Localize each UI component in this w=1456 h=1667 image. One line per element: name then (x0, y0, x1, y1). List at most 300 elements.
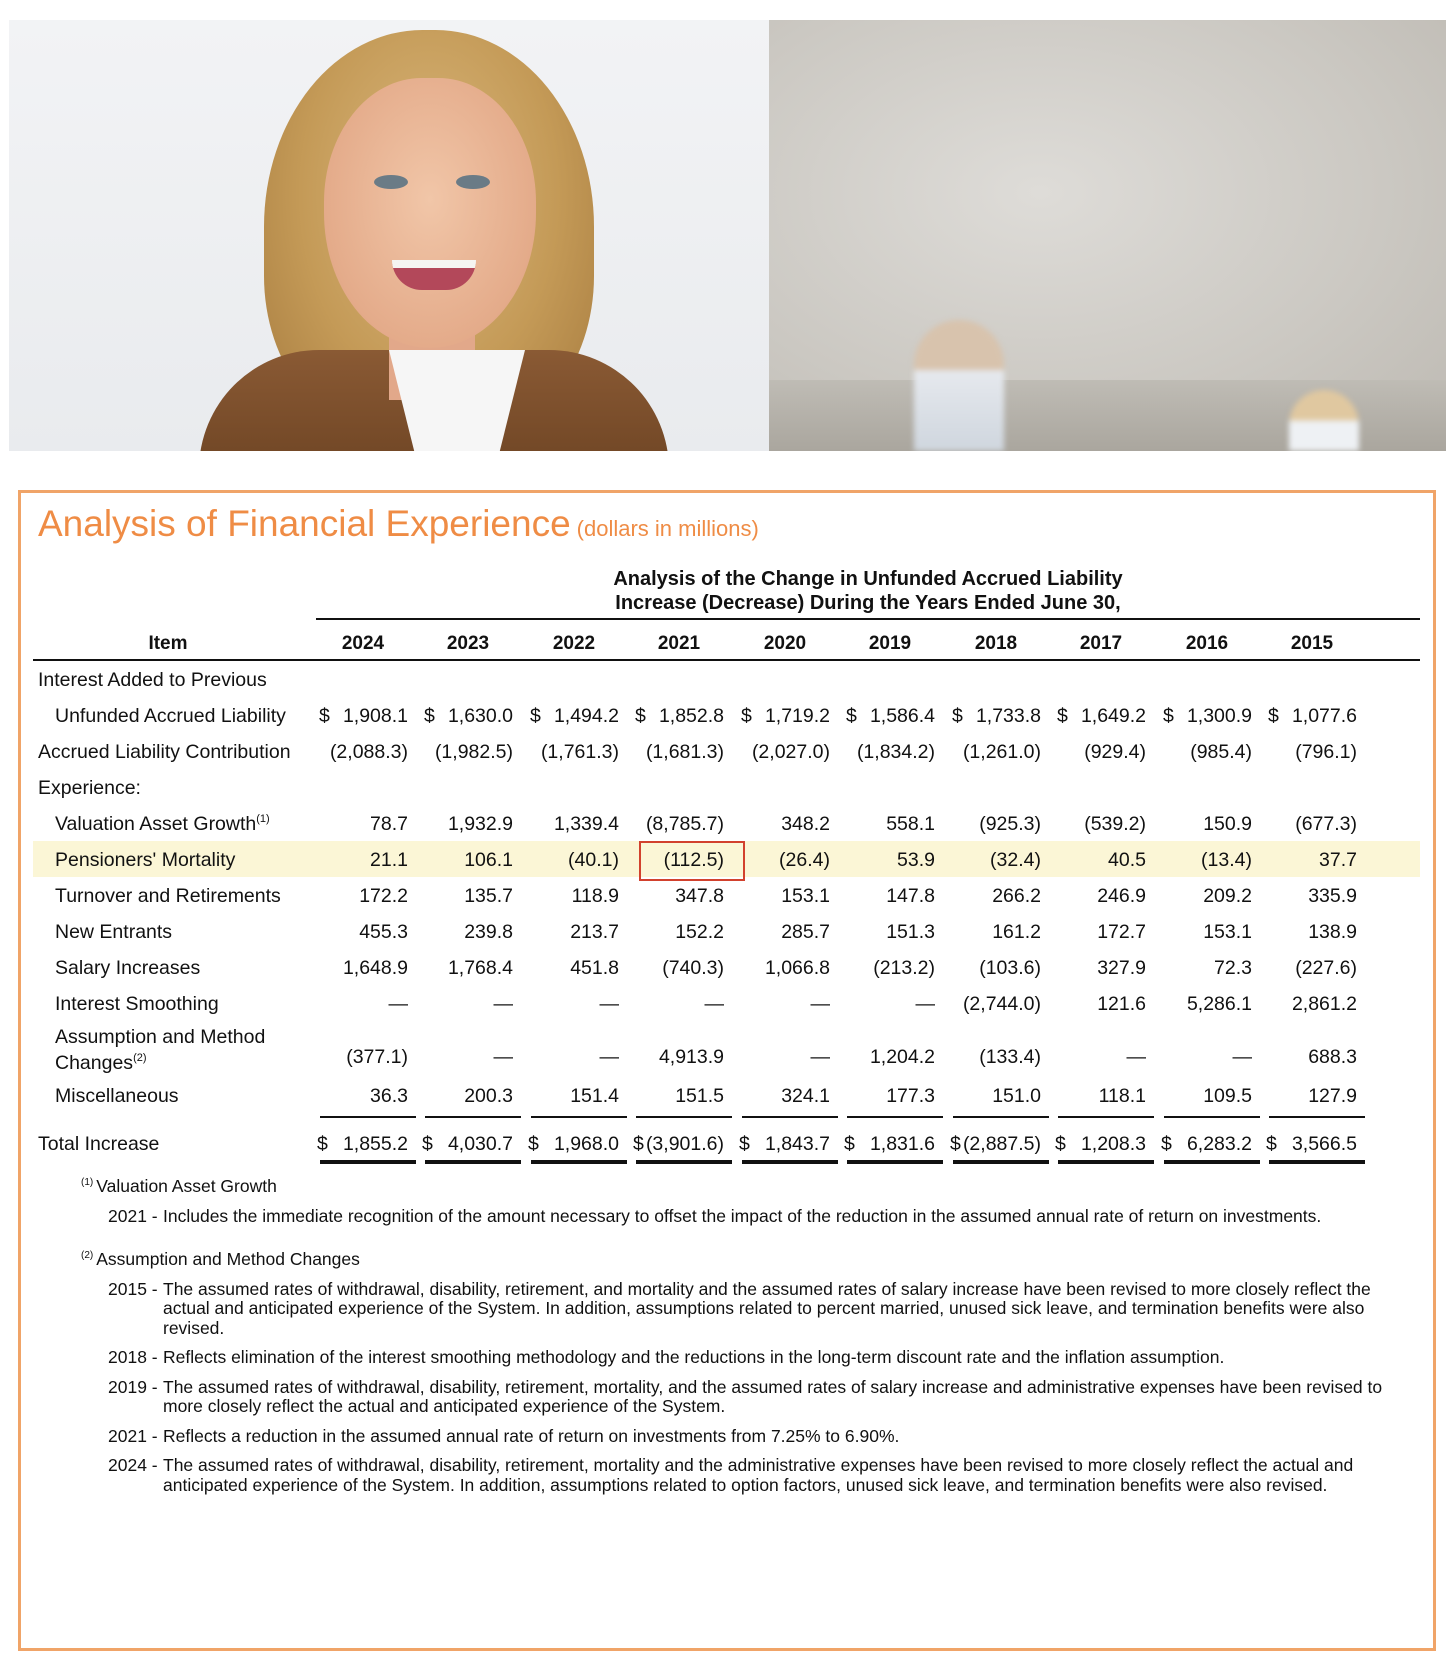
value-cell (946, 957, 1045, 980)
value-cell (629, 885, 728, 908)
value-text: (1,982.5) (434, 741, 513, 763)
table-row (33, 697, 1420, 733)
row-label-text: Unfunded Accrued Liability (55, 705, 286, 727)
total-double-rule (425, 1160, 521, 1164)
value-text: (227.6) (1295, 957, 1357, 979)
value-cell (313, 921, 412, 944)
value-text: 151.3 (886, 921, 935, 943)
value-cell (1051, 705, 1150, 728)
value-text: 1,649.2 (1080, 705, 1146, 727)
value-text: 213.7 (570, 921, 619, 943)
value-cell (629, 1085, 728, 1108)
footnote-entry-text: Reflects a reduction in the assumed annual rate of return on investments from 7.25% to 6.90%. (163, 1425, 900, 1446)
value-cell (418, 957, 517, 980)
year-header-2020: 2020 (763, 633, 807, 654)
value-text: 72.3 (1214, 957, 1252, 979)
value-cell (735, 1085, 834, 1108)
financial-experience-panel (18, 490, 1436, 1651)
value-cell (418, 921, 517, 944)
table-row (33, 733, 1420, 769)
value-text: 688.3 (1308, 1046, 1357, 1068)
value-text: — (1126, 1046, 1146, 1068)
value-cell (524, 1133, 623, 1156)
value-text: 1,339.4 (553, 813, 619, 835)
panel-subtitle: (dollars in millions) (576, 516, 759, 541)
value-text: (2,887.5) (962, 1133, 1041, 1155)
subtotal-rule (742, 1116, 838, 1118)
value-cell (524, 885, 623, 908)
total-double-rule (847, 1160, 943, 1164)
value-cell (1051, 1085, 1150, 1108)
value-text: (13.4) (1201, 849, 1252, 871)
value-text: 1,831.6 (869, 1133, 935, 1155)
row-label (55, 813, 270, 836)
value-cell (735, 1133, 834, 1156)
currency-symbol: $ (317, 1133, 328, 1155)
value-text: 348.2 (781, 813, 830, 835)
row-label-text: Valuation Asset Growth (55, 813, 257, 835)
table-row (33, 769, 1420, 805)
value-cell (418, 1085, 517, 1108)
value-text: 1,852.8 (658, 705, 724, 727)
value-cell (524, 741, 623, 764)
value-cell (629, 1046, 728, 1069)
value-cell (313, 1133, 412, 1156)
year-header-2016: 2016 (1185, 633, 1229, 654)
row-label (38, 669, 267, 692)
value-text: — (493, 993, 513, 1015)
value-text: (2,744.0) (962, 993, 1041, 1015)
value-text: 118.1 (1098, 1085, 1146, 1107)
value-text: (740.3) (662, 957, 724, 979)
row-label-text: Pensioners' Mortality (55, 849, 236, 871)
footnote-2-entries (81, 1280, 1401, 1496)
value-text: 6,283.2 (1186, 1133, 1252, 1155)
value-cell (1262, 849, 1361, 872)
value-text: (985.4) (1190, 741, 1252, 763)
value-cell (313, 849, 412, 872)
value-cell (1262, 1046, 1361, 1069)
footnote-marker: (2) (133, 1052, 147, 1064)
value-text: 324.1 (781, 1085, 830, 1107)
value-cell (1262, 921, 1361, 944)
value-text: 106.1 (464, 849, 513, 871)
footnote-2-title: Assumption and Method Changes (96, 1249, 360, 1269)
row-label (55, 1027, 325, 1074)
row-label (55, 921, 172, 944)
total-row (33, 1125, 1420, 1161)
value-text: (8,785.7) (645, 813, 724, 835)
row-label (55, 705, 286, 728)
value-text: 246.9 (1097, 885, 1146, 907)
change-in-unfunded-liability-table (33, 661, 1420, 1155)
value-cell (524, 957, 623, 980)
currency-symbol: $ (319, 705, 330, 727)
value-text: (133.4) (979, 1046, 1041, 1068)
subtotal-rule (1269, 1116, 1365, 1118)
value-text: 153.1 (781, 885, 830, 907)
value-text: 1,066.8 (764, 957, 830, 979)
value-cell (629, 705, 728, 728)
value-cell (418, 849, 517, 872)
currency-symbol: $ (1161, 1133, 1172, 1155)
value-text: 1,908.1 (342, 705, 408, 727)
total-double-rule (320, 1160, 416, 1164)
value-cell (1157, 1085, 1256, 1108)
panel-title (38, 503, 759, 545)
row-label (55, 1085, 179, 1108)
value-text: 150.9 (1203, 813, 1252, 835)
value-cell (735, 813, 834, 836)
value-cell (313, 741, 412, 764)
value-text: 1,208.3 (1080, 1133, 1146, 1155)
total-double-rule (636, 1160, 732, 1164)
value-cell (1157, 921, 1256, 944)
value-cell (1157, 849, 1256, 872)
value-text: (677.3) (1295, 813, 1357, 835)
value-text: (213.2) (873, 957, 935, 979)
table-row (33, 1077, 1420, 1113)
value-text: 161.2 (992, 921, 1041, 943)
value-cell (1262, 885, 1361, 908)
value-text: — (915, 993, 935, 1015)
table-row (33, 661, 1420, 697)
value-cell (629, 957, 728, 980)
year-header-2015: 2015 (1290, 633, 1334, 654)
value-cell (946, 741, 1045, 764)
footnote-entry (81, 1280, 1401, 1339)
value-text: 36.3 (370, 1085, 408, 1107)
footnote-2-heading (81, 1246, 1401, 1270)
row-label (38, 777, 141, 800)
subtotal-rule (425, 1116, 521, 1118)
value-cell (1262, 957, 1361, 980)
value-text: 1,494.2 (553, 705, 619, 727)
woman-eye-right (456, 175, 490, 189)
value-text: (2,027.0) (751, 741, 830, 763)
value-cell (1262, 813, 1361, 836)
subtotal-rule (1164, 1116, 1260, 1118)
value-text: 1,855.2 (342, 1133, 408, 1155)
footnote-1-title: Valuation Asset Growth (96, 1176, 277, 1196)
total-double-rule (1269, 1160, 1365, 1164)
value-text: — (1232, 1046, 1252, 1068)
subtotal-rule (636, 1116, 732, 1118)
value-cell (524, 1046, 623, 1069)
value-text: 200.3 (464, 1085, 513, 1107)
value-text: 4,913.9 (658, 1046, 724, 1068)
value-text: — (704, 993, 724, 1015)
row-label-text: Salary Increases (55, 957, 201, 979)
value-cell (840, 885, 939, 908)
value-text: (1,761.3) (540, 741, 619, 763)
value-cell (1157, 741, 1256, 764)
footnote-entry (81, 1348, 1401, 1368)
row-label-text: Assumption and Method Changes (55, 1026, 266, 1074)
value-text: — (493, 1046, 513, 1068)
row-label-text: Accrued Liability Contribution (38, 741, 291, 763)
currency-symbol: $ (422, 1133, 433, 1155)
value-cell (840, 1085, 939, 1108)
subtotal-rule (1058, 1116, 1154, 1118)
value-cell (629, 1133, 728, 1156)
footnote-entry-text: Includes the immediate recognition of the amount necessary to offset the impact of the reduction in the assumed annual rate of return on investments. (163, 1205, 1322, 1226)
value-text: 172.2 (359, 885, 408, 907)
value-cell (629, 813, 728, 836)
table-row (33, 913, 1420, 949)
value-cell (1157, 1046, 1256, 1069)
total-double-rule (1164, 1160, 1260, 1164)
row-label (55, 885, 281, 908)
value-text: 1,719.2 (764, 705, 830, 727)
value-text: 239.8 (464, 921, 513, 943)
value-text: 37.7 (1319, 849, 1357, 871)
value-cell (840, 957, 939, 980)
footnote-1-heading (81, 1173, 1401, 1197)
value-text: 347.8 (675, 885, 724, 907)
value-cell (418, 885, 517, 908)
value-cell (1262, 993, 1361, 1016)
value-cell (313, 1085, 412, 1108)
value-cell (524, 705, 623, 728)
value-text: 177.3 (886, 1085, 935, 1107)
value-cell (524, 1085, 623, 1108)
value-cell (735, 957, 834, 980)
total-double-rule (1058, 1160, 1154, 1164)
blurred-person-background (1289, 390, 1359, 451)
row-label (55, 993, 219, 1016)
table-caption-line2: Increase (Decrease) During the Years Ended June 30, (615, 592, 1121, 614)
currency-symbol: $ (844, 1133, 855, 1155)
value-cell (840, 1046, 939, 1069)
value-text: 127.9 (1308, 1085, 1357, 1107)
footnote-entry-year: 2019 - (108, 1376, 158, 1397)
table-row (33, 805, 1420, 841)
value-text: 1,648.9 (342, 957, 408, 979)
currency-symbol: $ (739, 1133, 750, 1155)
value-text: 455.3 (359, 921, 408, 943)
value-cell (735, 1046, 834, 1069)
value-text: 5,286.1 (1186, 993, 1252, 1015)
value-cell (524, 993, 623, 1016)
value-cell (1051, 1046, 1150, 1069)
value-cell (735, 849, 834, 872)
blurred-person-doctor (914, 320, 1004, 451)
value-cell (735, 885, 834, 908)
footnote-entry-year: 2021 - (108, 1425, 158, 1446)
total-double-rule (742, 1160, 838, 1164)
value-text: 153.1 (1203, 921, 1252, 943)
value-text: 40.5 (1108, 849, 1146, 871)
footnote-entry-text: The assumed rates of withdrawal, disability, retirement, and mortality and the assumed rates of salary increase have been revised to more closely reflect the actual and anticipated experience of the System. In addition, assumptions related to percent married, unused sick leave, and termination benefits were also revised. (163, 1278, 1371, 1338)
value-text: 151.5 (675, 1085, 724, 1107)
value-cell (735, 993, 834, 1016)
value-text: (1,834.2) (856, 741, 935, 763)
currency-symbol: $ (846, 705, 857, 727)
value-text: — (599, 1046, 619, 1068)
hero-photo (9, 20, 1446, 451)
value-cell (1157, 993, 1256, 1016)
value-text: 53.9 (897, 849, 935, 871)
value-text: (2,088.3) (329, 741, 408, 763)
value-text: (103.6) (979, 957, 1041, 979)
value-cell (313, 1046, 412, 1069)
value-cell (418, 813, 517, 836)
value-cell (946, 1046, 1045, 1069)
value-text: (1,261.0) (962, 741, 1041, 763)
value-text: (112.5) (663, 849, 724, 871)
value-cell (1051, 1133, 1150, 1156)
currency-symbol: $ (424, 705, 435, 727)
value-text: 135.7 (464, 885, 513, 907)
value-text: — (388, 993, 408, 1015)
value-cell (313, 993, 412, 1016)
value-text: (929.4) (1084, 741, 1146, 763)
value-cell (840, 705, 939, 728)
subtotal-rule (531, 1116, 627, 1118)
value-cell (1157, 885, 1256, 908)
row-label-text: New Entrants (55, 921, 173, 943)
value-text: 1,077.6 (1291, 705, 1357, 727)
footnotes (81, 1173, 1401, 1495)
subtotal-rule (847, 1116, 943, 1118)
value-cell (524, 921, 623, 944)
footnote-entry-year: 2015 - (108, 1278, 158, 1299)
footnote-entry-text: The assumed rates of withdrawal, disability, retirement, mortality and the administrative expenses have been revised to more closely reflect the actual and anticipated experience of the System. In addition, assumptions related to option factors, unused sick leave, and termination benefits were also revised. (163, 1455, 1354, 1495)
currency-symbol: $ (1266, 1133, 1277, 1155)
value-cell (629, 741, 728, 764)
value-cell (1157, 705, 1256, 728)
value-text: 335.9 (1308, 885, 1357, 907)
value-cell (946, 993, 1045, 1016)
value-cell (313, 885, 412, 908)
footnote-entry-text: Reflects elimination of the interest smoothing methodology and the reductions in the long-term discount rate and the inflation assumption. (163, 1347, 1225, 1367)
currency-symbol: $ (530, 705, 541, 727)
year-header-2024: 2024 (341, 633, 385, 654)
currency-symbol: $ (952, 705, 963, 727)
value-cell (1157, 1133, 1256, 1156)
woman-eye-left (374, 175, 408, 189)
value-text: — (810, 1046, 830, 1068)
value-text: 1,630.0 (447, 705, 513, 727)
value-cell (946, 1085, 1045, 1108)
value-text: (1,681.3) (645, 741, 724, 763)
value-text: 151.4 (570, 1085, 619, 1107)
value-cell (946, 849, 1045, 872)
value-cell (313, 705, 412, 728)
value-cell (1262, 741, 1361, 764)
footnote-entry-year: 2021 - (108, 1205, 158, 1226)
value-cell (1262, 705, 1361, 728)
value-text: 1,586.4 (869, 705, 935, 727)
value-cell (1051, 849, 1150, 872)
row-label-text: Experience: (38, 777, 141, 799)
value-text: 266.2 (992, 885, 1041, 907)
value-text: 147.8 (886, 885, 935, 907)
value-text: 151.0 (992, 1085, 1041, 1107)
value-text: 1,300.9 (1186, 705, 1252, 727)
value-text: 451.8 (570, 957, 619, 979)
panel-title-text: Analysis of Financial Experience (38, 503, 571, 544)
value-cell (1051, 741, 1150, 764)
footnote-2-marker: (2) (81, 1250, 94, 1261)
row-label (38, 741, 291, 764)
value-cell (840, 741, 939, 764)
value-text: 1,968.0 (553, 1133, 619, 1155)
value-cell (1051, 957, 1150, 980)
value-text: 121.6 (1097, 993, 1146, 1015)
value-cell (1157, 957, 1256, 980)
value-cell (629, 921, 728, 944)
value-cell (946, 813, 1045, 836)
year-header-2022: 2022 (552, 633, 596, 654)
value-cell (946, 1133, 1045, 1156)
value-text: 78.7 (370, 813, 408, 835)
value-cell (313, 813, 412, 836)
value-cell (735, 921, 834, 944)
woman-face (324, 78, 536, 348)
value-text: 558.1 (886, 813, 935, 835)
value-text: 4,030.7 (447, 1133, 513, 1155)
value-text: 138.9 (1308, 921, 1357, 943)
value-cell (946, 921, 1045, 944)
table-row (33, 877, 1420, 913)
value-cell (1051, 813, 1150, 836)
value-text: 21.1 (370, 849, 408, 871)
value-text: (377.1) (346, 1046, 408, 1068)
footnote-entry (81, 1378, 1401, 1417)
value-cell (1051, 993, 1150, 1016)
footnote-entry-year: 2024 - (108, 1455, 158, 1475)
value-text: 2,861.2 (1291, 993, 1357, 1015)
value-text: 1,843.7 (764, 1133, 830, 1155)
value-cell (629, 993, 728, 1016)
value-text: 109.5 (1203, 1085, 1252, 1107)
value-cell (840, 993, 939, 1016)
value-text: — (599, 993, 619, 1015)
table-header-row (33, 627, 1420, 661)
footnote-entry (81, 1456, 1401, 1495)
value-text: (40.1) (568, 849, 619, 871)
value-text: (925.3) (979, 813, 1041, 835)
table-caption (317, 567, 1419, 615)
value-cell (735, 705, 834, 728)
value-cell (418, 705, 517, 728)
value-cell (840, 1133, 939, 1156)
value-text: 1,204.2 (869, 1046, 935, 1068)
table-row (33, 949, 1420, 985)
value-text: 172.7 (1097, 921, 1146, 943)
value-text: 1,768.4 (447, 957, 513, 979)
value-text: (539.2) (1084, 813, 1146, 835)
currency-symbol: $ (741, 705, 752, 727)
item-column-header: Item (148, 633, 188, 654)
highlighted-value-cell (629, 849, 728, 872)
footnote-1-marker: (1) (81, 1177, 94, 1188)
value-cell (735, 741, 834, 764)
table-row (33, 1021, 1420, 1077)
year-header-2018: 2018 (974, 633, 1018, 654)
row-label-text: Interest Smoothing (55, 993, 219, 1015)
value-cell (1262, 1085, 1361, 1108)
footnote-entry (81, 1427, 1401, 1447)
value-cell (1157, 813, 1256, 836)
total-label: Total Increase (38, 1133, 160, 1155)
currency-symbol: $ (635, 705, 646, 727)
currency-symbol: $ (1055, 1133, 1066, 1155)
currency-symbol: $ (528, 1133, 539, 1155)
year-header-2023: 2023 (446, 633, 490, 654)
